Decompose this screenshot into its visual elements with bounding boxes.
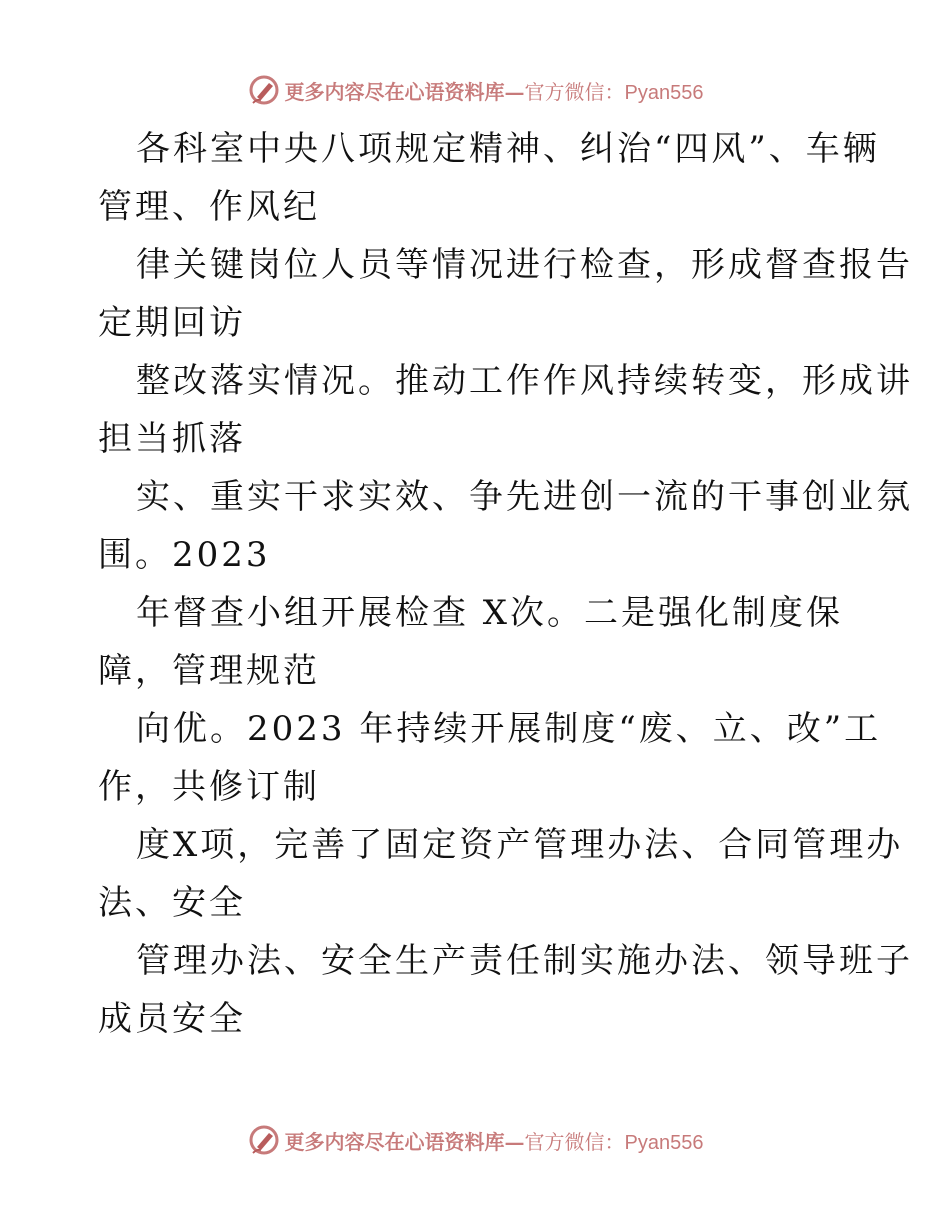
text-line: 法、安全: [98, 883, 246, 923]
text-line: 律关键岗位人员等情况进行检查，形成督查报告: [136, 245, 913, 285]
text-line: 障，管理规范: [98, 651, 320, 691]
watermark-text: [285, 1126, 704, 1155]
header-watermark-banner: [0, 70, 950, 110]
text-line: 整改落实情况。推动工作作风持续转变，形成讲: [136, 361, 913, 401]
text-line: 各科室中央八项规定精神、纠治“四风”、车辆: [136, 129, 880, 169]
text-line: 担当抓落: [98, 419, 246, 459]
watermark-wechat: 官方微信：Pyan556: [524, 1131, 704, 1154]
watermark-site-name: 更多内容尽在心语资料库: [284, 79, 505, 104]
text-line: 年督查小组开展检查 X次。二是强化制度保: [136, 593, 844, 633]
watermark-separator: —: [504, 79, 525, 104]
watermark-separator: —: [504, 1129, 525, 1154]
text-line: 定期回访: [98, 303, 246, 343]
watermark-text: [285, 76, 704, 105]
text-line: 向优。2023 年持续开展制度“废、立、改”工: [136, 709, 882, 749]
text-line: 围。2023: [98, 535, 271, 575]
text-line: 管理办法、安全生产责任制实施办法、领导班子: [136, 941, 913, 981]
document-body: [98, 120, 913, 1048]
text-line: 度X项，完善了固定资产管理办法、合同管理办: [136, 825, 904, 865]
text-line: 成员安全: [98, 999, 246, 1039]
footer-watermark-banner: [0, 1120, 950, 1160]
text-line: 管理、作风纪: [98, 187, 320, 227]
pen-logo-icon: [247, 1123, 281, 1157]
text-line: 作，共修订制: [98, 767, 320, 807]
watermark-site-name: 更多内容尽在心语资料库: [284, 1129, 505, 1154]
watermark-wechat: 官方微信：Pyan556: [524, 81, 704, 104]
pen-logo-icon: [247, 73, 281, 107]
text-line: 实、重实干求实效、争先进创一流的干事创业氛: [136, 477, 913, 517]
